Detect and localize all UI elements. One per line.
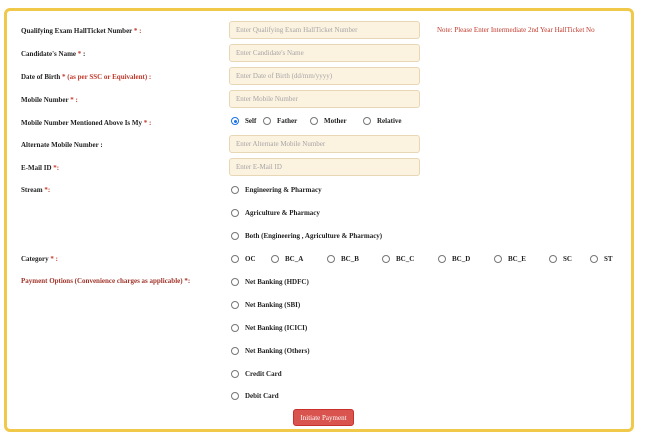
- stream-engineering-pharmacy[interactable]: Engineering & Pharmacy: [231, 186, 322, 194]
- hallticket-note: Note: Please Enter Intermediate 2nd Year HallTicket No: [437, 26, 595, 34]
- mobile-label: Mobile Number * :: [21, 96, 78, 104]
- initiate-payment-button[interactable]: Initiate Payment: [293, 409, 354, 426]
- alt-mobile-input[interactable]: [229, 135, 420, 153]
- relation-mother[interactable]: Mother: [310, 117, 347, 125]
- category-bc-a[interactable]: BC_A: [271, 255, 303, 263]
- radio-icon[interactable]: [271, 255, 279, 263]
- radio-icon[interactable]: [382, 255, 390, 263]
- category-sc[interactable]: SC: [549, 255, 572, 263]
- radio-icon[interactable]: [590, 255, 598, 263]
- radio-icon[interactable]: [231, 278, 239, 286]
- payment-hdfc[interactable]: Net Banking (HDFC): [231, 278, 309, 286]
- radio-icon[interactable]: [327, 255, 335, 263]
- radio-icon[interactable]: [549, 255, 557, 263]
- category-bc-d[interactable]: BC_D: [438, 255, 470, 263]
- alt-mobile-label: Alternate Mobile Number :: [21, 141, 103, 149]
- radio-icon[interactable]: [231, 117, 239, 125]
- relation-self[interactable]: Self: [231, 117, 256, 125]
- payment-others[interactable]: Net Banking (Others): [231, 347, 310, 355]
- relation-label: Mobile Number Mentioned Above Is My * :: [21, 119, 152, 127]
- radio-icon[interactable]: [231, 232, 239, 240]
- stream-both[interactable]: Both (Engineering , Agriculture & Pharmacy): [231, 232, 382, 240]
- email-label: E-Mail ID *:: [21, 164, 60, 172]
- category-oc[interactable]: OC: [231, 255, 256, 263]
- radio-icon[interactable]: [231, 209, 239, 217]
- relation-relative[interactable]: Relative: [363, 117, 402, 125]
- payment-debit-card[interactable]: Debit Card: [231, 392, 279, 400]
- radio-icon[interactable]: [263, 117, 271, 125]
- mobile-input[interactable]: [229, 90, 420, 108]
- hallticket-label: Qualifying Exam HallTicket Number * :: [21, 27, 142, 35]
- dob-label: Date of Birth * (as per SSC or Equivalent) :: [21, 73, 152, 81]
- form-panel: [4, 8, 634, 432]
- name-label: Candidate's Name * :: [21, 50, 86, 58]
- category-bc-c[interactable]: BC_C: [382, 255, 414, 263]
- dob-input[interactable]: [229, 67, 420, 85]
- payment-icici[interactable]: Net Banking (ICICI): [231, 324, 307, 332]
- category-bc-e[interactable]: BC_E: [494, 255, 526, 263]
- payment-credit-card[interactable]: Credit Card: [231, 370, 282, 378]
- radio-icon[interactable]: [231, 392, 239, 400]
- payment-label: Payment Options (Convenience charges as applicable) *:: [21, 277, 191, 285]
- category-label: Category * :: [21, 255, 58, 263]
- radio-icon[interactable]: [310, 117, 318, 125]
- stream-agriculture-pharmacy[interactable]: Agriculture & Pharmacy: [231, 209, 320, 217]
- radio-icon[interactable]: [231, 186, 239, 194]
- payment-sbi[interactable]: Net Banking (SBI): [231, 301, 300, 309]
- email-input[interactable]: [229, 158, 420, 176]
- name-input[interactable]: [229, 44, 420, 62]
- radio-icon[interactable]: [494, 255, 502, 263]
- stream-label: Stream *:: [21, 186, 51, 194]
- hallticket-input[interactable]: [229, 21, 420, 39]
- radio-icon[interactable]: [231, 255, 239, 263]
- radio-icon[interactable]: [363, 117, 371, 125]
- radio-icon[interactable]: [438, 255, 446, 263]
- radio-icon[interactable]: [231, 324, 239, 332]
- category-st[interactable]: ST: [590, 255, 613, 263]
- category-bc-b[interactable]: BC_B: [327, 255, 359, 263]
- radio-icon[interactable]: [231, 370, 239, 378]
- relation-father[interactable]: Father: [263, 117, 297, 125]
- radio-icon[interactable]: [231, 347, 239, 355]
- radio-icon[interactable]: [231, 301, 239, 309]
